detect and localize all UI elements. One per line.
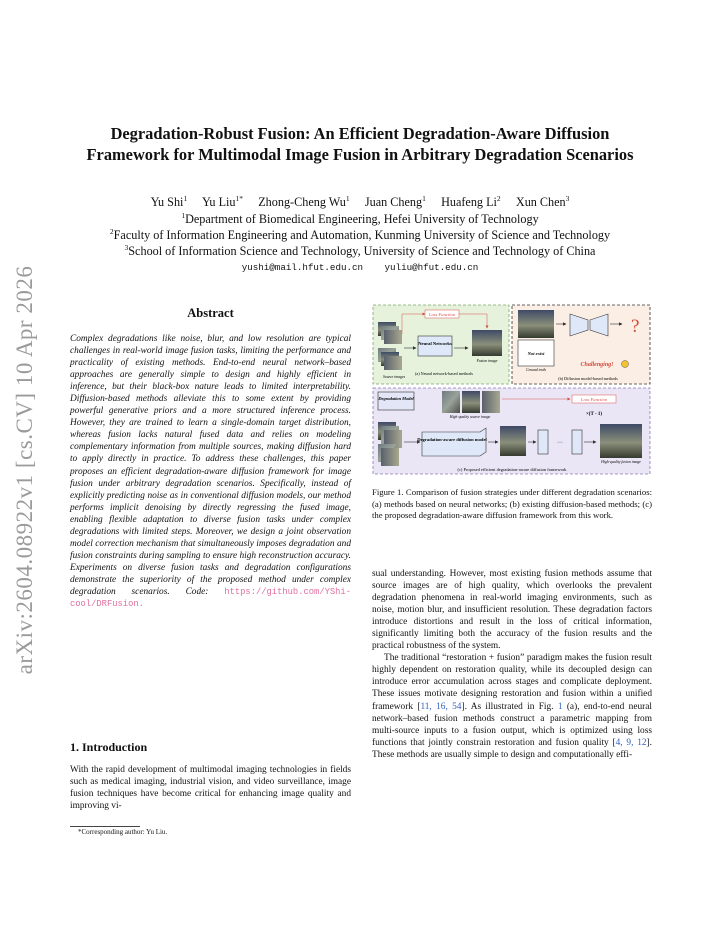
panel-a-loss-label: Loss Function: [428, 312, 456, 317]
figure-panel-a: [373, 305, 509, 384]
abstract-heading: Abstract: [187, 306, 234, 320]
email[interactable]: yushi@mail.hfut.edu.cn: [241, 262, 364, 273]
citation-link[interactable]: 11, 16, 54: [420, 701, 462, 712]
panel-b-not-exist: Not exist: [527, 351, 545, 356]
panel-c-loss-label: Loss Function: [580, 397, 608, 402]
affiliation-1: $^1$Department of Biomedical Engineering, Hefei University of Technology: [181, 211, 539, 227]
panel-b-ground-truth: Ground truth: [525, 368, 547, 372]
author: Huafeng Li$^2$: [441, 194, 501, 210]
email[interactable]: yuliu@hfut.edu.cn: [384, 262, 479, 273]
author: Juan Cheng$^1$: [364, 194, 426, 210]
code-link[interactable]: https://github.com/YShi-cool/DRFusion.: [70, 586, 351, 610]
figure-1-caption: Figure 1. Comparison of fusion strategies under different degradation scenarios: (a) methods based on neural networks; (b) existing diffusion-based methods; (c) the proposed degradation-aware diffusion framework from this work.: [372, 487, 652, 521]
author: Yu Liu$^{1*}$: [201, 194, 243, 210]
email-line: [60, 262, 660, 273]
panel-c-hq-source: High-quality source image: [449, 415, 491, 419]
panel-b-challenging: Challenging!: [580, 362, 614, 368]
figure-panel-c: [373, 388, 650, 474]
figure-panel-b: [512, 305, 650, 384]
author: Zhong-Cheng Wu$^1$: [258, 194, 350, 210]
panel-c-ellipsis: ···: [557, 440, 563, 446]
footnote-rule: [70, 826, 140, 827]
affiliation-2: $^2$Faculty of Information Engineering and Automation, Kunming University of Science and Technology: [109, 227, 611, 243]
panel-b-question-mark: ?: [631, 316, 640, 337]
arxiv-sidebar: [10, 260, 40, 680]
paper-title-line2: Framework for Multimodal Image Fusion in Arbitrary Degradation Scenarios: [86, 145, 634, 164]
intro-paragraph-continued: sual understanding. However, most existing fusion methods assume that source images are of high quality, which overlooks the prevalent degradation phenomena in real-world imaging environments, such as noise, motion blur, and insufficient resolution. These degradation factors introduce distortions and result in the loss of critical information, significantly limiting both the accuracy of the fusion results and the practical robustness of the system.: [372, 569, 652, 652]
panel-a-network-label: Neural Networks: [418, 341, 452, 346]
panel-a-source-label: Source images: [382, 375, 406, 379]
paper-title-line1: Degradation-Robust Fusion: An Efficient Degradation-Aware Diffusion: [110, 124, 610, 143]
author: Xun Chen$^3$: [515, 194, 570, 210]
panel-a-caption: (a) Neural network-based methods: [414, 371, 474, 376]
panel-a-fusion-label: Fusion image: [476, 359, 498, 363]
abstract-body: Complex degradations like noise, blur, and low resolution are typical challenges in real-world image fusion tasks, limiting the performance and practicality of existing methods. End-to-end neural network–based approaches are generally simple to design and highly efficient in inference, but their black-box nature leads to limited interpretability. Diffusion-based methods alleviate this to some extent by providing powerful generative priors and a more structured inference process. However, they are trained to learn a single-domain target distribution, whereas fusion lacks natural fused data and relies on modeling complementary information from multiple sources, making diffusion hard to apply directly in practice. To address these challenges, this paper proposes an efficient degradation-aware diffusion framework for image fusion under arbitrary degradation scenarios. Specifically, instead of explicitly predicting noise as in conventional diffusion models, our method performs implicit denoising by directly regressing the fused image, enabling flexible adaptation to diverse fusion tasks under complex degradations with limited steps. Moreover, we design a joint observation model correction mechanism that simultaneously imposes degradation and fusion constraints during sampling to ensure high reconstruction accuracy. Experiments on diverse fusion tasks and degradation configurations demonstrate the superiority of the proposed method under complex degradation scenarios. Code: https://github.com/YShi-cool/DRFusion.: [70, 334, 351, 610]
figure-1: [372, 304, 652, 476]
author: Yu Shi$^1$: [150, 194, 188, 210]
sad-face-icon: [622, 361, 629, 368]
citation-link[interactable]: 4, 9, 12: [615, 737, 647, 748]
right-column: [372, 568, 652, 761]
arxiv-id: arXiv:2604.08922v1 [cs.CV] 10 Apr 2026: [12, 265, 37, 675]
intro-paragraph: With the rapid development of multimodal imaging technologies in fields such as medical imaging, industrial vision, and video surveillance, image fusion techniques have become critical for enhancing image quality and improving vi-: [70, 765, 351, 812]
panel-c-dadm-label: Degradation-aware diffusion model: [417, 437, 487, 442]
panel-c-caption: (c) Proposed efficient degradation-aware diffusion framework: [457, 467, 567, 472]
figure-reference-link[interactable]: 1: [557, 701, 563, 712]
section-heading-introduction: 1. Introduction: [70, 740, 148, 754]
affiliation-3: $^3$School of Information Science and Technology, University of Science and Technology of China: [124, 243, 596, 259]
panel-b-caption: (b) Diffusion model-based methods: [558, 376, 618, 381]
panel-c-times-label: ×(T - 1): [585, 412, 603, 417]
intro-paragraph-2: The traditional “restoration + fusion” paradigm makes the fusion result highly dependent on restoration quality, while its decoupled design can introduce error accumulation across stages and complicate deployment. These issues motivate designing restoration and fusion within a unified framework [11, 16, 54]. As illustrated in Fig. 1 (a), end-to-end neural network–based fusion methods construct a parametric mapping from multi-source inputs to a fusion output, which is optimized using loss functions that jointly constrain restoration and fusion quality [4, 9, 12]. These methods are usually simple to design and computationally effi-: [372, 653, 652, 760]
footnote: *Corresponding author: Yu Liu.: [78, 828, 168, 836]
panel-c-hq-fusion: High-quality fusion image: [601, 460, 641, 464]
panel-c-degradation-model: Degradation Model: [378, 396, 414, 401]
